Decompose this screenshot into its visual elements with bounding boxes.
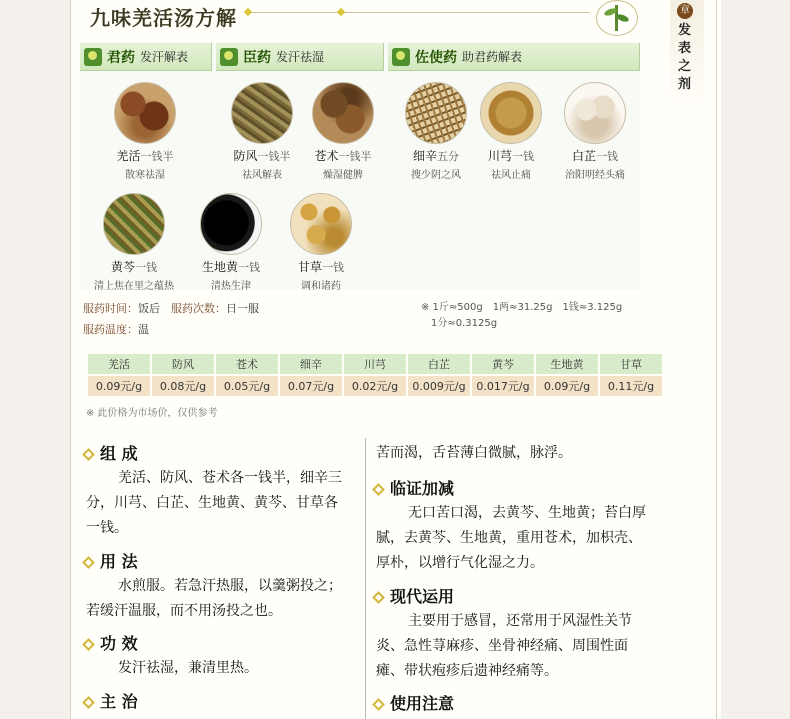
- role-description: 发汗祛湿: [276, 50, 325, 64]
- diamond-icon: [82, 556, 95, 569]
- leaf-icon: [220, 48, 238, 66]
- modern-use-text: 主要用于感冒，还常用于风湿性关节炎、急性荨麻疹、坐骨神经痛、周围性面瘫、带状疱疹后遗神经痛等。: [376, 613, 632, 679]
- modification-text: 无口苦口渴，去黄芩、生地黄；苔白厚腻，去黄芩、生地黄，重用苍术，加枳壳、厚朴，以增行气化湿之力。: [376, 505, 646, 571]
- chapter-title: 发表之剂: [678, 23, 692, 92]
- diamond-icon: [82, 638, 95, 651]
- indication-continued-text: 苦而渴，舌苔薄白微腻，脉浮。: [376, 445, 572, 461]
- herb-chuanxiong: 川芎一钱 祛风止痛: [456, 82, 566, 181]
- herb-cangzhu: 苍术一钱半 燥湿健脾: [288, 82, 398, 181]
- usage-text: 水煎服。若急汗热服，以羹粥投之；若缓汗温服，而不用汤投之也。: [86, 578, 342, 619]
- shengdihuang-image: [200, 193, 262, 255]
- role-header-jun: [80, 43, 212, 71]
- modern-use-heading: 现代运用: [374, 584, 454, 607]
- diamond-icon: [372, 591, 385, 604]
- chuanxiong-image: [480, 82, 542, 144]
- role-name: 佐使药: [415, 49, 457, 66]
- herb-qianghuo: 羌活一钱半 散寒祛湿: [90, 82, 200, 181]
- dosing-notes: [83, 300, 643, 338]
- gancao-image: [290, 193, 352, 255]
- indication-heading: 主 治: [84, 689, 138, 712]
- unit-conversion-note: ※ 1斤≈500g 1两≈31.25g 1钱≈3.125g 1分≈0.3125g: [421, 302, 623, 329]
- dosing-temperature-line: 服药温度：温: [83, 323, 149, 336]
- price-note: ※ 此价格为市场价，仅供参考: [86, 408, 218, 419]
- price-table-header-row: 羌活 防风 苍术 细辛 川芎 白芷 黄芩 生地黄 甘草: [88, 354, 662, 374]
- caution-heading: 使用注意: [374, 691, 454, 714]
- dosing-time-line: 服药时间：饭后 服药次数：日一服: [83, 302, 259, 315]
- title-divider: [248, 12, 590, 13]
- role-name: 君药: [107, 49, 135, 66]
- herb-price-table: [86, 352, 664, 398]
- herb-huangqin: 黄芩一钱 清上焦在里之蕴热: [79, 193, 189, 292]
- page-edge-rule: [716, 0, 717, 719]
- herb-xixin: 细辛五分 搜少阴之风: [381, 82, 491, 181]
- effect-heading: 功 效: [84, 631, 138, 654]
- role-description: 发汗解表: [140, 50, 189, 64]
- leaf-icon: [84, 48, 102, 66]
- role-description: 助君药解表: [462, 50, 523, 64]
- price-table-value-row: 0.09元/g 0.08元/g 0.05元/g 0.07元/g 0.02元/g 0.009元/g 0.017元/g 0.09元/g 0.11元/g: [88, 376, 662, 396]
- qianghuo-image: [114, 82, 176, 144]
- effect-text: 发汗祛湿，兼清里热。: [118, 660, 258, 676]
- chapter-marker: 章: [677, 3, 693, 19]
- composition-heading: 组 成: [84, 441, 138, 464]
- diamond-icon: [82, 696, 95, 709]
- herb-fangfeng: 防风一钱半 祛风解表: [207, 82, 317, 181]
- role-name: 臣药: [243, 49, 271, 66]
- herb-shengdihuang: 生地黄一钱 清热生津: [176, 193, 286, 292]
- role-header-chen: [216, 43, 384, 71]
- diamond-icon: [372, 483, 385, 496]
- diamond-icon: [82, 448, 95, 461]
- herb-baizhi: 白芷一钱 治阳明经头痛: [540, 82, 650, 181]
- fangfeng-image: [231, 82, 293, 144]
- baizhi-image: [564, 82, 626, 144]
- modification-heading: 临证加减: [374, 476, 454, 499]
- diamond-icon: [372, 698, 385, 711]
- composition-text: 羌活、防风、苍术各一钱半，细辛三分，川芎、白芷、生地黄、黄芩、甘草各一钱。: [86, 470, 342, 536]
- role-header-zuoshi: [388, 43, 640, 71]
- column-divider: [365, 438, 366, 719]
- huangqin-image: [103, 193, 165, 255]
- leaf-icon: [392, 48, 410, 66]
- usage-heading: 用 法: [84, 549, 138, 572]
- herb-gancao: 甘草一钱 调和诸药: [266, 193, 376, 292]
- page-title: 九味羌活汤方解: [90, 6, 237, 30]
- cangzhu-image: [312, 82, 374, 144]
- herb-leaf-icon: [596, 0, 638, 36]
